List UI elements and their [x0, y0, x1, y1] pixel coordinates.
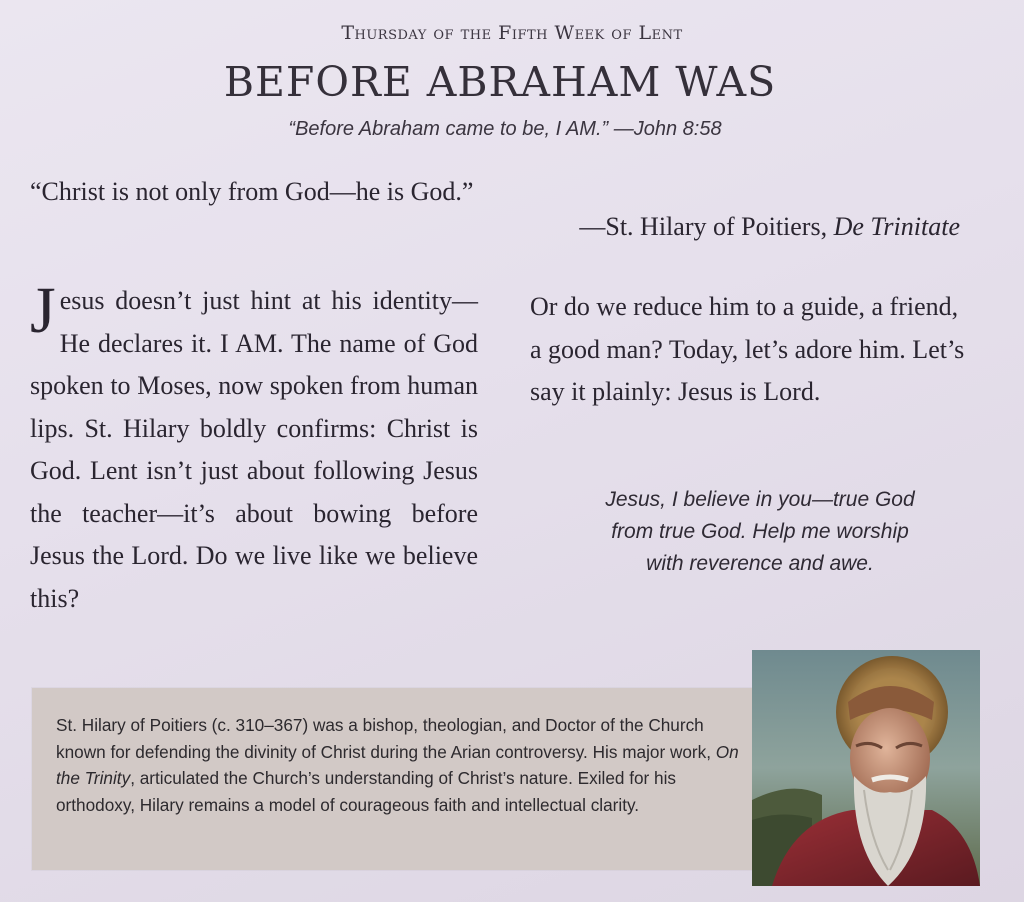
prayer-line: with reverence and awe. — [646, 552, 874, 575]
drop-cap: J — [30, 274, 56, 347]
reflection-left-text: esus doesn’t just hint at his identity—He declares it. I AM. The name of God spoken to Moses, now spoken from human lips. St. Hilary boldly confirms: Christ is God. Lent isn’t just about following Jesus the teacher—it’s about bowing before Jesus the Lord. Do we live like we believe this? — [30, 286, 478, 613]
day-heading: Thursday of the Fifth Week of Lent — [341, 22, 683, 44]
prayer — [540, 484, 980, 580]
bio-work-title: On the Trinity — [56, 741, 739, 788]
attribution-author: —St. Hilary of Poitiers, — [579, 212, 834, 241]
prayer-line: Jesus, I believe in you—true God — [605, 488, 915, 511]
prayer-line: from true God. Help me worship — [611, 520, 909, 543]
saint-portrait-image — [752, 650, 980, 886]
attribution-work: De Trinitate — [833, 212, 960, 241]
epigraph-attribution — [480, 210, 960, 244]
scripture-verse: “Before Abraham came to be, I AM.” —John 8:58 — [288, 118, 722, 140]
reflection-right-column: Or do we reduce him to a guide, a friend, a good man? Today, let’s adore him. Let’s say it plainly: Jesus is Lord. — [530, 292, 965, 406]
page-title: BEFORE ABRAHAM WAS — [223, 58, 777, 106]
bio-text-part: , articulated the Church’s understanding of Christ’s nature. Exiled for his orthodoxy, Hilary remains a model of courageous faith and intellectual clarity. — [56, 768, 677, 815]
epigraph-quote: “Christ is not only from God—he is God.” — [30, 177, 474, 206]
bio-text-part: St. Hilary of Poitiers (c. 310–367) was a bishop, theologian, and Doctor of the Church known for defending the divinity of Christ during the Arian controversy. His major work, — [56, 715, 716, 762]
saint-bio-text — [56, 712, 740, 818]
reflection-left-column — [30, 274, 478, 620]
